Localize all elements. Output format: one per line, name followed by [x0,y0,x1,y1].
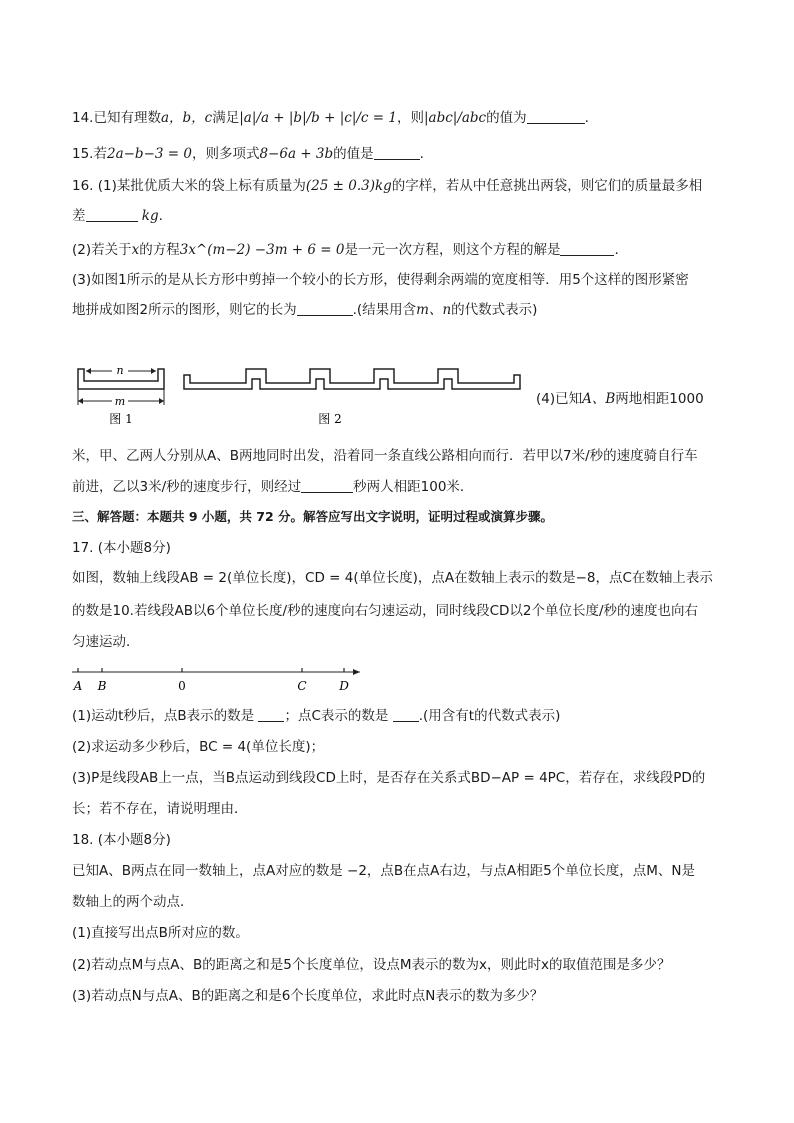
q14-mid: 满足 [212,110,240,126]
question-16-part3 [72,270,689,290]
question-14: 14.已知有理数a，b，c满足|a|/a + |b|/b + |c|/c = 1，则|abc|/abc的值为 . [72,110,589,126]
q16-p1-unit: kg [141,208,159,224]
q16-p1-answer-blank[interactable] [86,207,138,222]
q17-sub1-c: .(用含有t的代数式表示) [418,708,561,724]
question-16-part2: (2)若关于x的方程3x^(m−2) −3m + 6 = 0是一元一次方程，则这个方程的解是 . [72,242,619,258]
q17-sub1-a: (1)运动t秒后，点B表示的数是 [72,708,255,724]
q16-p4-line3a: 前进，乙以3米/秒的速度步行，则经过 [72,479,302,495]
q17-line2: 的数是10.若线段AB以6个单位长度/秒的速度向右匀速运动，同时线段CD以2个单位长度/秒的速度也向右 [72,603,699,619]
q16-p4-line2: 米，甲、乙两人分别从A、B两地同时出发，沿着同一条直线公路相向而行．若甲以7米/秒的速度骑自行车 [72,448,698,464]
q14-then: ，则 [396,110,424,126]
q17-sub1 [72,706,560,726]
figure-2 [184,369,520,426]
q14-vars: a，b，c [160,110,213,126]
q18-line2: 数轴上的两个动点． [72,894,194,910]
q17-sub3-line2: 长；若不存在，请说明理由． [72,801,248,817]
question-16-part3-cont [72,300,537,320]
q16-p3-vars: m、n [416,302,452,318]
q17-line3: 匀速运动． [72,634,140,650]
q17-sub1-blank-B[interactable] [258,707,284,722]
fig1-n-label: n [116,364,124,377]
q15-expression: 8−6a + 3b [259,146,334,162]
q15-mid: ，则多项式 [191,146,260,162]
question-15: 15.若2a−b−3 = 0，则多项式8−6a + 3b的值是 . [72,146,424,162]
q16-p4-text-b: 两地相距1000 [615,391,704,407]
q17-line1: 如图，数轴上线段AB = 2(单位长度)，CD = 4(单位长度)，点A在数轴上表示的数是−8，点C在数轴上表示 [72,570,713,586]
label-D: D [339,679,349,693]
question-16-part1-cont: 差 kg. [72,208,163,224]
q16-p3-text-d: 的代数式表示) [451,302,538,318]
q15-suffix: 的值是 [333,146,374,162]
q14-prefix: 14.已知有理数 [72,110,161,126]
q16-p4-line3b: 秒两人相距100米． [353,479,474,495]
q16-p2-equation: 3x^(m−2) −3m + 6 = 0 [179,242,345,258]
q16-p3-answer-blank[interactable] [297,301,353,316]
q18-title: 18. (本小题8分) [72,832,171,848]
q15-answer-blank[interactable] [374,145,420,160]
q17-sub1-b: ；点C表示的数是 [284,708,389,724]
q16-p3-text-b: 地拼成如图2所示的图形，则它的长为 [72,302,297,318]
q16-p1-expr: (25 ± 0.3)kg [305,178,392,194]
q16-p1-text-a: 16. (1)某批优质大米的袋上标有质量为 [72,178,306,194]
q16-p4-answer-blank[interactable] [301,478,353,493]
q15-equation: 2a−b−3 = 0 [106,146,192,162]
q16-p2-answer-blank[interactable] [560,241,614,256]
q16-p1-text-c: 差 [72,208,86,224]
q17-sub3-line1: (3)P是线段AB上一点，当B点运动到线段CD上时，是否存在关系式BD−AP = 4PC，若存在，求线段PD的 [72,770,706,786]
question-16-part4 [536,389,704,409]
number-line [68,662,368,696]
q16-p2-text-b: 的方程 [139,242,180,258]
fig1-m-label: m [114,395,126,408]
q16-p4-ab: A、B [582,391,616,407]
q16-p2-x: x [131,242,140,258]
q14-suffix: 的值为 [486,110,527,126]
q16-p1-text-b: 的字样，若从中任意挑出两袋，则它们的质量最多相 [391,178,703,194]
q14-condition: |a|/a + |b|/b + |c|/c = 1 [239,110,397,126]
figure-1 [78,364,164,426]
q17-sub2: (2)求运动多少秒后，BC = 4(单位长度)； [72,739,325,755]
q16-p3-text-c: .(结果用含 [352,302,417,318]
q18-line1: 已知A、B两点在同一数轴上，点A对应的数是 −2，点B在点A右边，与点A相距5个单位长度，点M、N是 [72,863,695,879]
fig1-caption: 图 1 [109,412,133,426]
q15-prefix: 15.若 [72,146,107,162]
q17-title: 17. (本小题8分) [72,540,171,556]
q16-p4-text-a: (4)已知 [536,391,583,407]
section-3-heading: 三、解答题：本题共 9 小题，共 72 分。解答应写出文字说明，证明过程或演算步骤。 [72,509,554,524]
label-B: B [97,679,107,693]
question-16-part1 [72,176,702,196]
q14-target: |abc|/abc [423,110,487,126]
question-16-part4-line2 [72,446,698,466]
q16-p3-text-a: (3)如图1所示的是从长方形中剪掉一个较小的长方形，使得剩余两端的宽度相等．用5个这样的图形紧密 [72,272,689,288]
q16-p2-text-a: (2)若关于 [72,242,132,258]
q16-p2-text-c: 是一元一次方程，则这个方程的解是 [344,242,561,258]
q18-sub2: (2)若动点M与点A、B的距离之和是5个长度单位，设点M表示的数为x，则此时x的取值范围是多少？ [72,957,671,973]
q18-sub1: (1)直接写出点B所对应的数。 [72,925,249,941]
label-A: A [73,679,83,693]
label-origin: 0 [178,679,186,693]
q17-sub1-blank-C[interactable] [393,707,419,722]
figures-1-2 [72,355,532,430]
q18-sub3: (3)若动点N与点A、B的距离之和是6个长度单位，求此时点N表示的数为多少？ [72,988,544,1004]
q14-answer-blank[interactable] [527,109,585,124]
label-C: C [297,679,307,693]
fig2-caption: 图 2 [318,412,342,426]
question-16-part4-line3 [72,477,473,497]
